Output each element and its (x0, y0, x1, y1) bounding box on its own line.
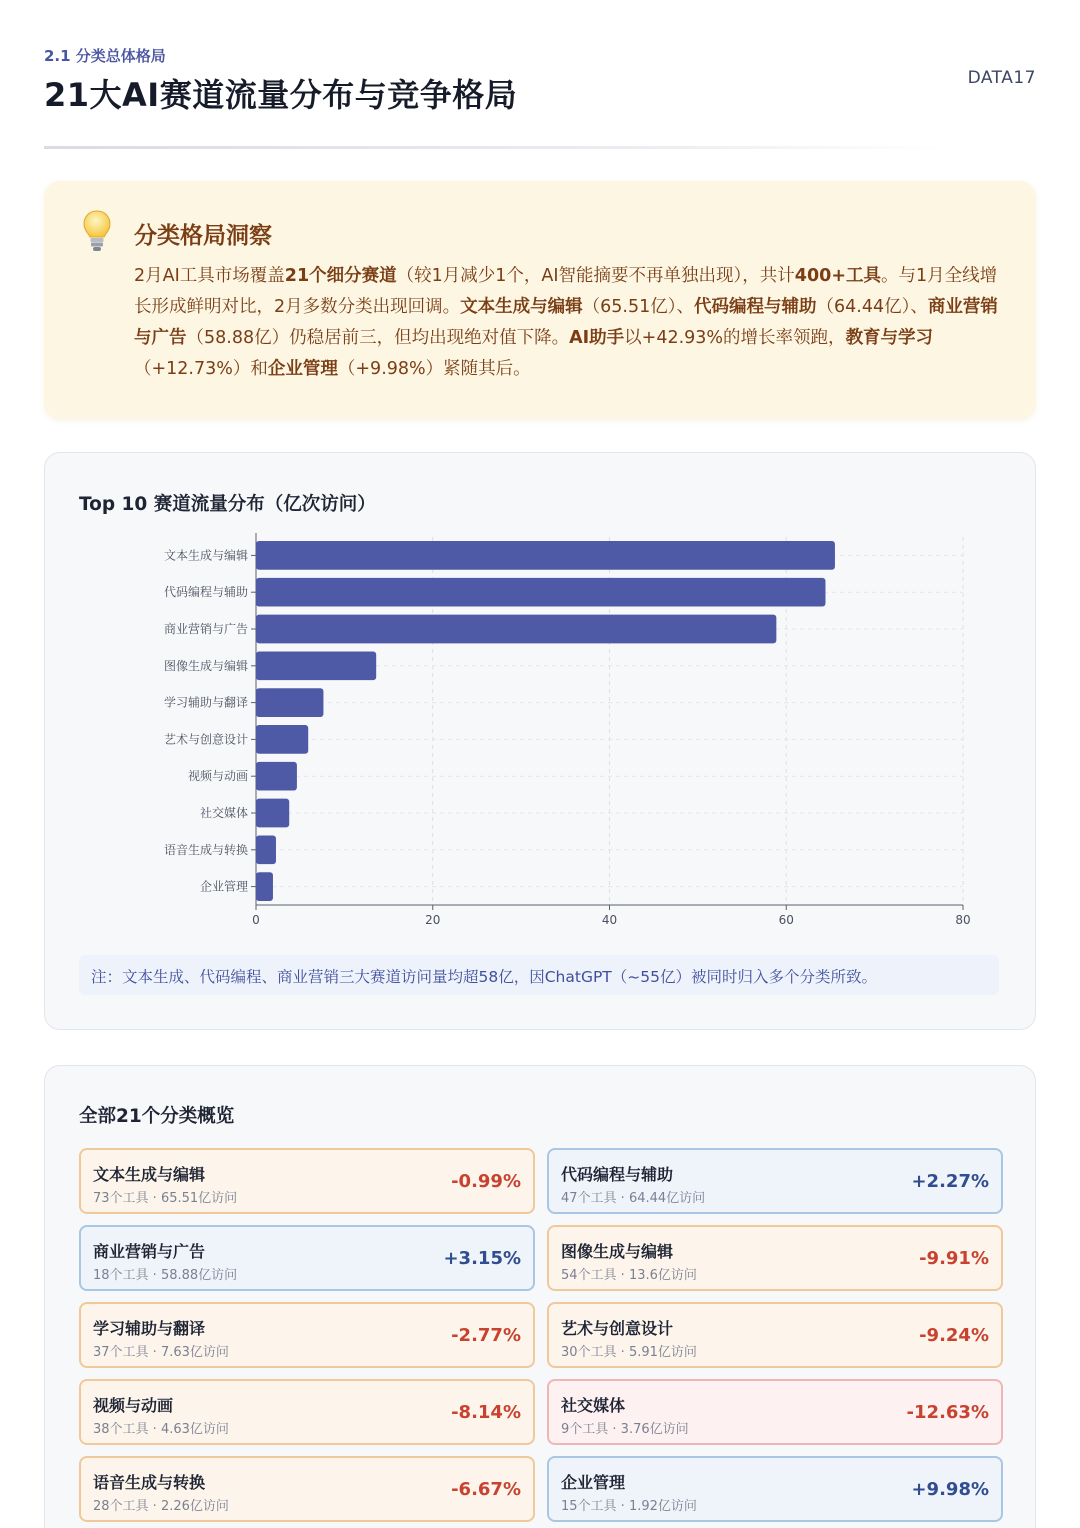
category-meta: 38个工具 · 4.63亿访问 (93, 1422, 229, 1437)
category-label: 图像生成与编辑 (163, 658, 248, 673)
insight-highlight: 教育与学习 (845, 328, 934, 348)
insight-segment: （65.51亿）、 (582, 297, 694, 317)
category-label: 文本生成与编辑 (163, 548, 248, 563)
category-meta: 30个工具 · 5.91亿访问 (561, 1345, 697, 1360)
category-meta: 9个工具 · 3.76亿访问 (561, 1422, 689, 1437)
bar (256, 541, 835, 570)
insight-segment: （较1月减少1个，AI智能摘要不再单独出现），共计 (396, 266, 795, 286)
category-card (547, 1148, 1003, 1214)
insight-highlight: 商业营销与广告 (134, 297, 998, 348)
category-meta: 15个工具 · 1.92亿访问 (561, 1499, 697, 1514)
section-label: 2.1 分类总体格局 (44, 47, 166, 65)
category-label: 学习辅助与翻译 (163, 695, 248, 710)
category-change: -6.67% (451, 1479, 521, 1500)
category-card (79, 1148, 535, 1214)
category-change: -9.91% (919, 1248, 989, 1269)
category-card (547, 1379, 1003, 1445)
category-card (547, 1302, 1003, 1368)
category-label: 商业营销与广告 (163, 622, 248, 636)
bar (256, 578, 825, 607)
insight-highlight: 企业管理 (267, 359, 338, 379)
insight-highlight: 文本生成与编辑 (460, 297, 583, 317)
category-card (547, 1456, 1003, 1522)
insight-segment: 2月AI工具市场覆盖 (134, 266, 285, 286)
category-change: +2.27% (911, 1171, 989, 1192)
x-tick-label: 80 (955, 913, 971, 927)
insight-segment: （64.44亿）、 (816, 297, 928, 317)
insight-segment: （+9.98%）紧随其后。 (337, 359, 531, 379)
category-name: 学习辅助与翻译 (93, 1319, 206, 1338)
insight-segment: （+12.73%）和 (134, 359, 268, 379)
category-label: 艺术与创意设计 (163, 732, 248, 747)
category-card (79, 1225, 535, 1291)
title-divider (44, 146, 944, 149)
insight-segment: 以+42.93%的增长率领跑， (624, 328, 846, 348)
bar (256, 615, 776, 644)
categories-title: 全部21个分类概览 (79, 1106, 235, 1127)
category-card (79, 1379, 535, 1445)
chart-note: 注：文本生成、代码编程、商业营销三大赛道访问量均超58亿，因ChatGPT（~55亿）被同时归入多个分类所致。 (79, 955, 999, 995)
bar (256, 799, 289, 828)
category-meta: 18个工具 · 58.88亿访问 (93, 1268, 238, 1283)
category-change: -8.14% (451, 1402, 521, 1423)
bar (256, 651, 376, 680)
bar (256, 835, 276, 864)
bar-chart (45, 453, 1037, 1031)
bar (256, 762, 297, 791)
brand-label: DATA17 (967, 68, 1036, 88)
insight-text (134, 261, 1004, 385)
lightbulb-icon (82, 209, 112, 253)
category-name: 企业管理 (561, 1473, 626, 1492)
insight-highlight: 代码编程与辅助 (694, 297, 817, 317)
insight-highlight: 21个细分赛道 (284, 266, 397, 286)
category-name: 艺术与创意设计 (561, 1319, 674, 1338)
insight-title: 分类格局洞察 (134, 223, 272, 249)
page-title: 21大AI赛道流量分布与竞争格局 (44, 76, 518, 114)
insight-highlight: AI助手 (569, 328, 625, 348)
x-tick-label: 20 (425, 913, 441, 927)
category-change: -2.77% (451, 1325, 521, 1346)
insight-segment: 。与1月全线增长形成鲜明对比，2月多数分类出现回调。 (134, 266, 998, 317)
category-name: 图像生成与编辑 (561, 1242, 674, 1261)
categories-card (44, 1065, 1036, 1528)
category-change: +9.98% (911, 1479, 989, 1500)
chart-card (44, 452, 1036, 1030)
category-change: -12.63% (906, 1402, 989, 1423)
x-tick-label: 0 (252, 913, 260, 927)
category-name: 语音生成与转换 (93, 1473, 206, 1492)
category-card (79, 1302, 535, 1368)
category-change: -9.24% (919, 1325, 989, 1346)
bar (256, 725, 308, 754)
category-name: 代码编程与辅助 (561, 1165, 674, 1184)
category-label: 语音生成与转换 (163, 842, 248, 857)
category-meta: 28个工具 · 2.26亿访问 (93, 1499, 229, 1514)
category-name: 视频与动画 (93, 1396, 174, 1415)
category-name: 文本生成与编辑 (93, 1165, 206, 1184)
bar (256, 872, 273, 901)
insight-segment: （58.88亿）仍稳居前三，但均出现绝对值下降。 (186, 328, 570, 348)
category-grid (79, 1148, 1003, 1522)
x-tick-label: 60 (778, 913, 794, 927)
category-label: 社交媒体 (199, 806, 248, 820)
insight-highlight: 400+工具 (794, 266, 881, 286)
category-meta: 47个工具 · 64.44亿访问 (561, 1191, 706, 1206)
category-label: 企业管理 (199, 879, 248, 894)
category-card (547, 1225, 1003, 1291)
insight-box (44, 181, 1036, 419)
category-meta: 54个工具 · 13.6亿访问 (561, 1268, 697, 1283)
x-tick-label: 40 (601, 913, 618, 927)
category-meta: 73个工具 · 65.51亿访问 (93, 1191, 238, 1206)
category-meta: 37个工具 · 7.63亿访问 (93, 1345, 229, 1360)
category-change: +3.15% (443, 1248, 521, 1269)
bar (256, 688, 323, 717)
category-name: 社交媒体 (561, 1396, 626, 1415)
category-name: 商业营销与广告 (93, 1242, 206, 1261)
category-card (79, 1456, 535, 1522)
category-label: 视频与动画 (187, 769, 248, 784)
chart-title: Top 10 赛道流量分布（亿次访问） (79, 494, 376, 515)
category-label: 代码编程与辅助 (163, 585, 248, 600)
category-change: -0.99% (451, 1171, 521, 1192)
